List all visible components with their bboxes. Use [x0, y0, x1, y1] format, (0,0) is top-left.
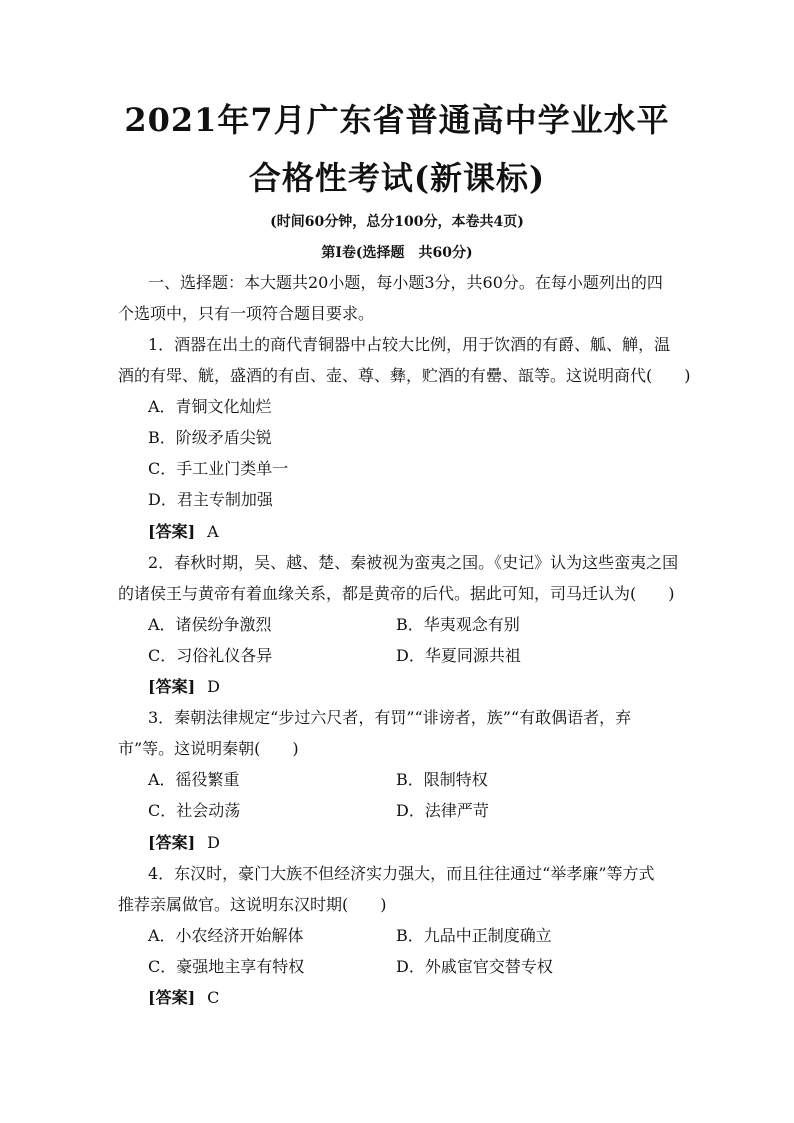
question-1-option-d: D．君主专制加强: [148, 490, 273, 509]
question-3-stem-line1: 3．秦朝法律规定“步过六尺者，有罚”“诽谤者，族”“有敢偶语者，弃: [148, 708, 632, 727]
question-4-option-b: B．九品中正制度确立: [396, 926, 552, 945]
question-2-option-c: C．习俗礼仪各异: [148, 646, 273, 665]
question-4-answer: [148, 987, 219, 1009]
question-3-stem-line2: 市”等。这说明秦朝( ): [118, 739, 299, 758]
answer-value: D: [207, 833, 220, 852]
question-1-option-a: A．青铜文化灿烂: [148, 397, 272, 416]
answer-value: D: [207, 677, 220, 696]
answer-value: C: [207, 988, 220, 1007]
instructions-line2: 个选项中，只有一项符合题目要求。: [118, 304, 375, 323]
question-2-answer: [148, 676, 220, 698]
question-3-option-b: B．限制特权: [396, 770, 488, 789]
question-2-option-a: A．诸侯纷争激烈: [148, 615, 272, 634]
answer-value: A: [207, 522, 219, 541]
instructions-line1: 一、选择题：本大题共20小题，每小题3分，共60分。在每小题列出的四: [148, 273, 663, 292]
exam-title-line1: 2021年7月广东省普通高中学业水平: [124, 101, 670, 139]
question-3-option-a: A．徭役繁重: [148, 770, 240, 789]
exam-title-line2: 合格性考试(新课标): [248, 159, 546, 197]
question-3-answer: [148, 832, 220, 854]
question-2-stem-line1: 2．春秋时期，吴、越、楚、秦被视为蛮夷之国。《史记》认为这些蛮夷之国: [148, 553, 679, 572]
answer-label: [答案]: [148, 833, 196, 852]
question-3-option-c: C．社会动荡: [148, 801, 241, 820]
question-1-answer: [148, 521, 219, 543]
question-2-stem-line2: 的诸侯王与黄帝有着血缘关系，都是黄帝的后代。据此可知，司马迁认为( ): [118, 584, 675, 603]
question-1-stem-line2: 酒的有斝、觥，盛酒的有卣、壶、尊、彝，贮酒的有罍、瓿等。这说明商代( ): [118, 366, 691, 385]
question-2-option-d: D．华夏同源共祖: [396, 646, 521, 665]
question-4-option-d: D．外戚宦官交替专权: [396, 957, 553, 976]
answer-label: [答案]: [148, 677, 196, 696]
question-1-option-b: B．阶级矛盾尖锐: [148, 428, 272, 447]
question-2-option-b: B．华夷观念有别: [396, 615, 520, 634]
section-header: 第Ⅰ卷(选择题 共60分): [321, 245, 473, 261]
question-1-stem-line1: 1．酒器在出土的商代青铜器中占较大比例，用于饮酒的有爵、觚、觯，温: [148, 335, 671, 354]
answer-label: [答案]: [148, 988, 196, 1007]
question-4-stem-line2: 推荐亲属做官。这说明东汉时期( ): [118, 895, 387, 914]
exam-info: (时间60分钟，总分100分，本卷共4页): [270, 214, 524, 230]
question-3-option-d: D．法律严苛: [396, 801, 489, 820]
answer-label: [答案]: [148, 522, 196, 541]
question-4-stem-line1: 4．东汉时，豪门大族不但经济实力强大，而且往往通过“举孝廉”等方式: [148, 864, 655, 883]
question-4-option-a: A．小农经济开始解体: [148, 926, 304, 945]
question-4-option-c: C．豪强地主享有特权: [148, 957, 305, 976]
question-1-option-c: C．手工业门类单一: [148, 459, 289, 478]
